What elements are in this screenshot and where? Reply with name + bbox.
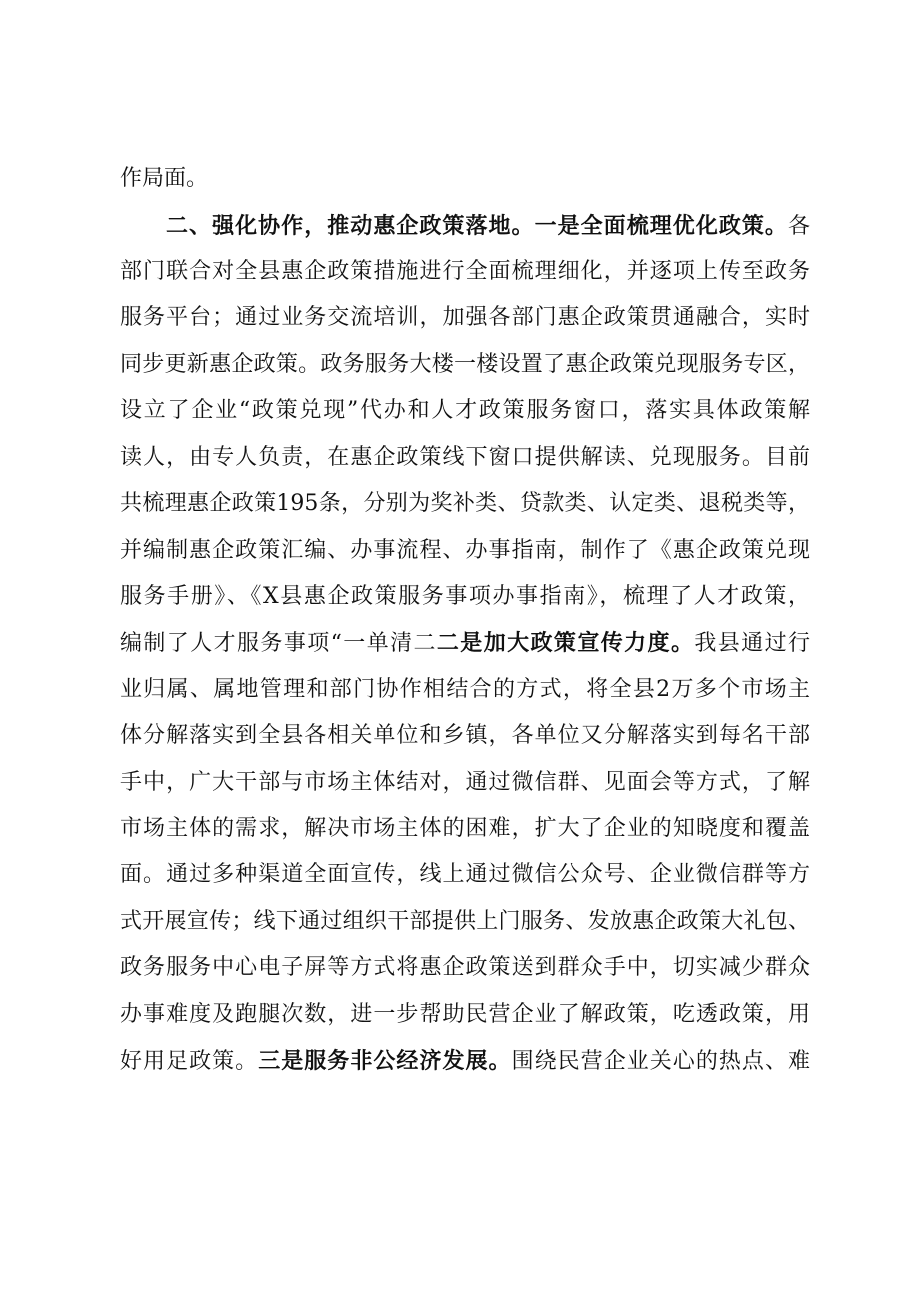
paragraph-line — [120, 490, 810, 518]
paragraph-line — [120, 629, 810, 657]
text-run: 办事难度及跑腿次数，进一步帮助民营企业了解政策，吃透政策，用 — [120, 1002, 810, 1027]
paragraph-line — [120, 537, 810, 565]
bold-text-run: 三是服务非公经济发展。 — [258, 1048, 512, 1074]
text-run: 围绕民营企业关心的热点、难 — [511, 1049, 810, 1074]
paragraph-line — [120, 769, 810, 797]
text-run: 各 — [787, 214, 810, 239]
text-run: 共梳理惠企政策195条，分别为奖补类、贷款类、认定类、退税类等， — [120, 491, 810, 516]
text-run: 同步更新惠企政策。政务服务大楼一楼设置了惠企政策兑现服务专区， — [120, 352, 810, 377]
paragraph-line — [166, 212, 810, 240]
paragraph-line — [120, 304, 810, 332]
text-run: 面。通过多种渠道全面宣传，线上通过微信公众号、企业微信群等方 — [120, 862, 810, 887]
paragraph-line — [120, 676, 810, 704]
text-run: 并编制惠企政策汇编、办事流程、办事指南，制作了《惠企政策兑现 — [120, 538, 810, 563]
text-run: 作局面。 — [120, 166, 209, 191]
paragraph-line — [120, 165, 810, 193]
text-run: 市场主体的需求，解决市场主体的困难，扩大了企业的知晓度和覆盖 — [120, 816, 810, 841]
text-run: 手中，广大干部与市场主体结对，通过微信群、见面会等方式，了解 — [120, 770, 810, 795]
paragraph-line — [120, 351, 810, 379]
text-run: 部门联合对全县惠企政策措施进行全面梳理细化，并逐项上传至政务 — [120, 259, 810, 284]
paragraph-line — [120, 1047, 810, 1075]
paragraph-line — [120, 1001, 810, 1029]
paragraph-line — [120, 908, 810, 936]
text-run: 体分解落实到全县各相关单位和乡镇，各单位又分解落实到每名干部 — [120, 723, 810, 748]
paragraph-line — [120, 583, 810, 611]
bold-text-run: 二是加大政策宣传力度。 — [436, 630, 695, 656]
text-run: 式开展宣传；线下通过组织干部提供上门服务、发放惠企政策大礼包、 — [120, 909, 810, 934]
text-run: 服务平台；通过业务交流培训，加强各部门惠企政策贯通融合，实时 — [120, 305, 810, 330]
paragraph-line — [120, 722, 810, 750]
paragraph-line — [120, 444, 810, 472]
text-run: 业归属、属地管理和部门协作相结合的方式，将全县2万多个市场主 — [120, 677, 810, 702]
paragraph-line — [120, 861, 810, 889]
paragraph-line — [120, 397, 810, 425]
text-run: 政务服务中心电子屏等方式将惠企政策送到群众手中，切实减少群众 — [120, 955, 810, 980]
text-run: 设立了企业“政策兑现”代办和人才政策服务窗口，落实具体政策解 — [120, 398, 810, 423]
text-run: 读人，由专人负责，在惠企政策线下窗口提供解读、兑现服务。目前 — [120, 445, 810, 470]
paragraph-line — [120, 815, 810, 843]
text-run: 好用足政策。 — [120, 1049, 259, 1074]
bold-text-run: 二、强化协作，推动惠企政策落地。一是全面梳理优化政策。 — [166, 213, 788, 239]
text-run: 编制了人才服务事项“一单清二 — [120, 631, 437, 656]
text-run: 服务手册》、《X县惠企政策服务事项办事指南》，梳理了人才政策， — [120, 584, 810, 609]
text-run: 我县通过行 — [694, 631, 810, 656]
paragraph-line — [120, 954, 810, 982]
paragraph-line — [120, 258, 810, 286]
